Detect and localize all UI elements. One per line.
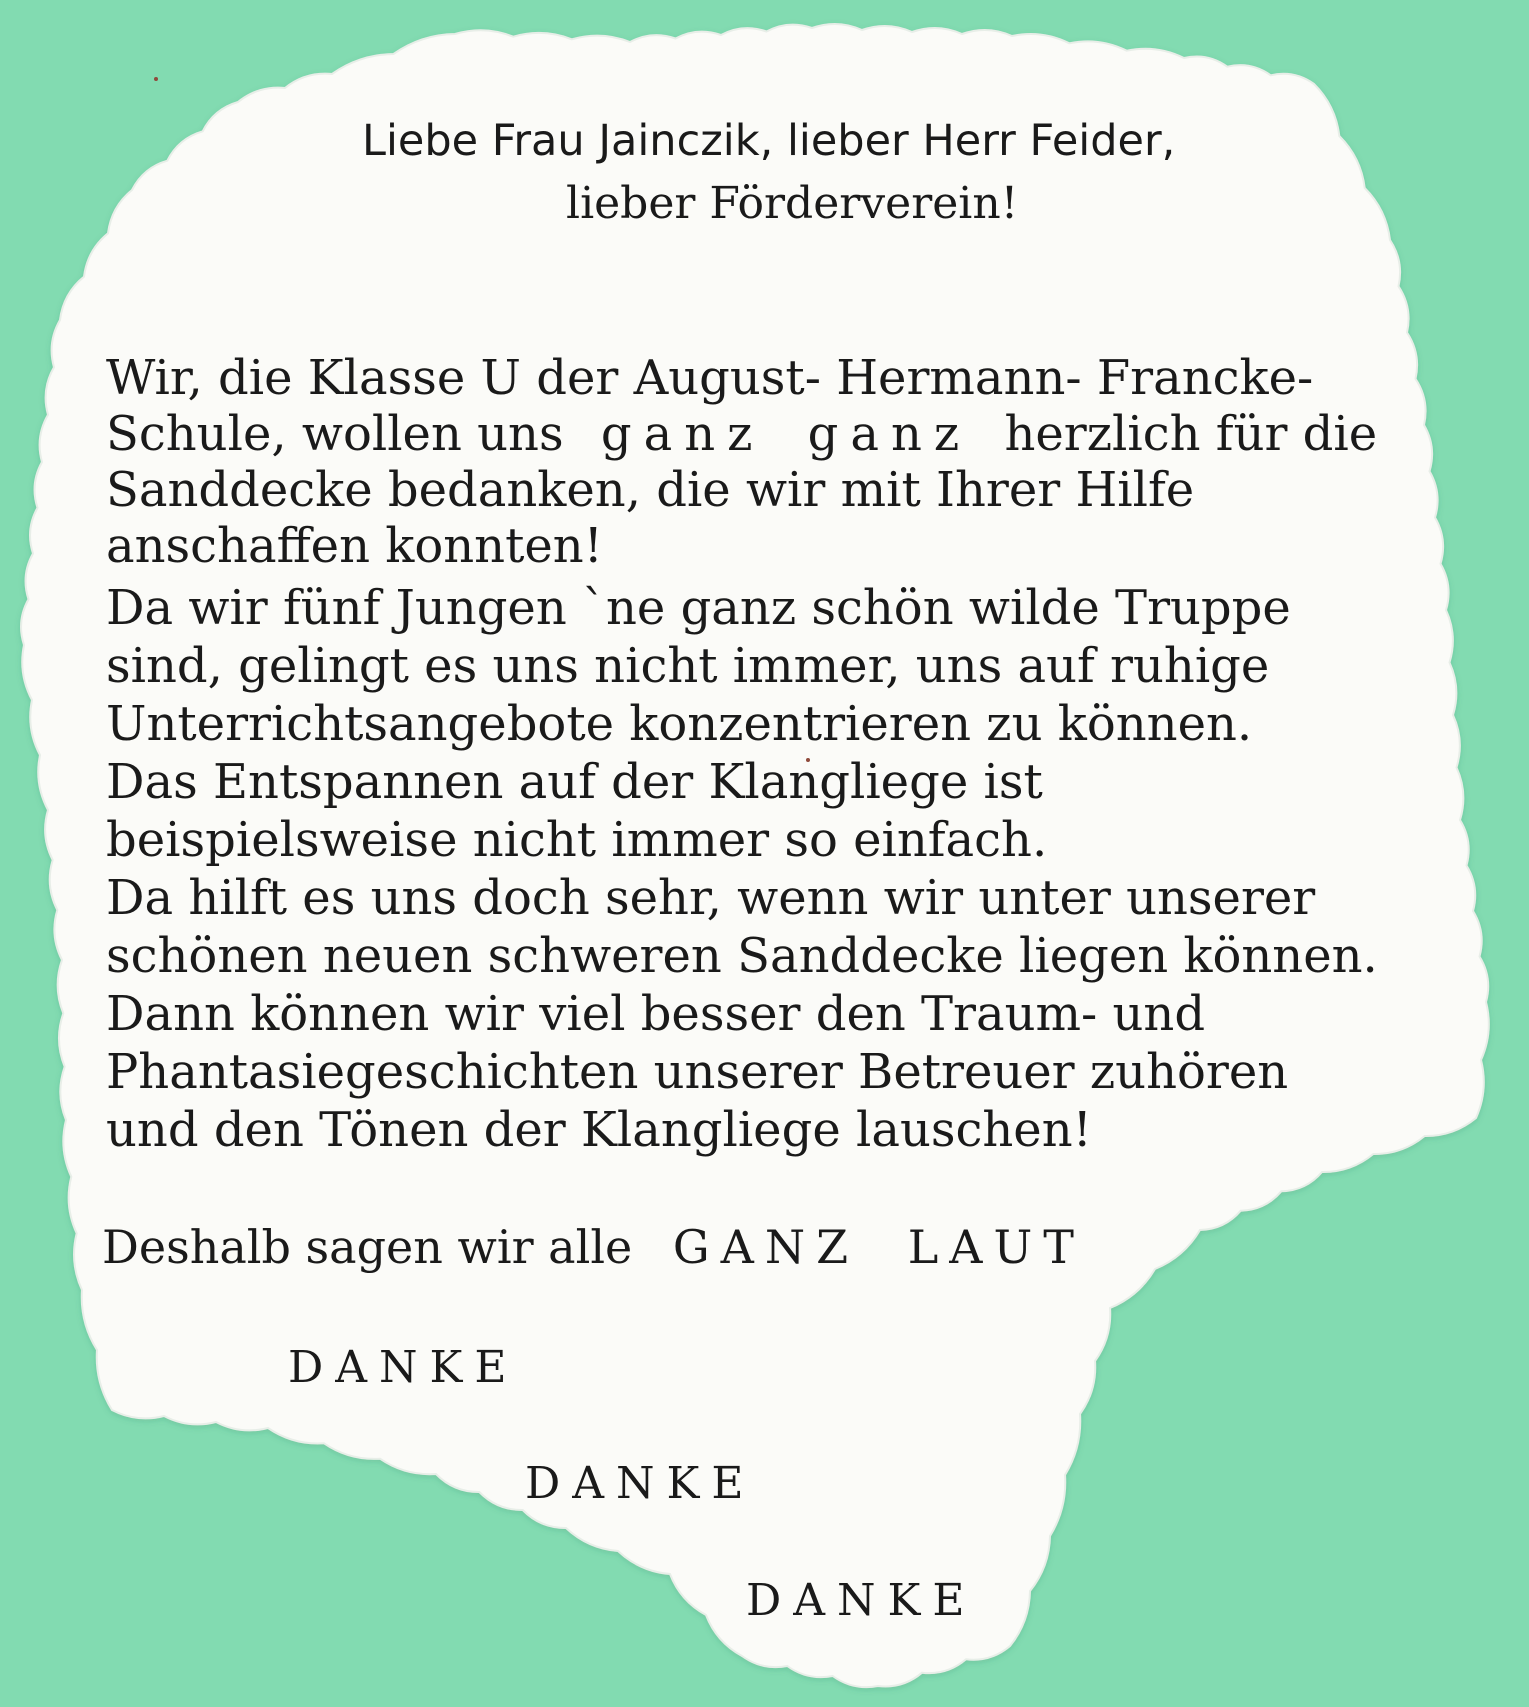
letter-line: und den Tönen der Klangliege lauschen! xyxy=(106,1102,1092,1158)
spaced-emphasis: GANZ xyxy=(672,1220,860,1274)
salutation-line: lieber Förderverein! xyxy=(566,178,1019,229)
letter-line: Phantasiegeschichten unserer Betreuer zuhören xyxy=(106,1044,1289,1100)
letter-line: Dann können wir viel besser den Traum- und xyxy=(106,986,1206,1042)
letter-line: Das Entspannen auf der Klangliege ist xyxy=(106,754,1043,810)
letter-line: Wir, die Klasse U der August- Hermann- Francke- xyxy=(106,350,1314,406)
danke-word: DANKE xyxy=(746,1575,977,1626)
letter-line: Da wir fünf Jungen `ne ganz schön wilde Truppe xyxy=(106,580,1291,636)
letter-line: anschaffen konnten! xyxy=(106,518,603,574)
danke-word: DANKE xyxy=(525,1458,756,1509)
letter-line: Unterrichtsangebote konzentrieren zu können. xyxy=(106,696,1253,752)
letter-line: schönen neuen schweren Sanddecke liegen können. xyxy=(106,928,1378,984)
text-segment: herzlich für die xyxy=(1004,406,1378,462)
letter-line: Sanddecke bedanken, die wir mit Ihrer Hilfe xyxy=(106,462,1195,518)
spaced-emphasis: ganz xyxy=(807,406,972,462)
danke-word: DANKE xyxy=(288,1342,519,1393)
letter-line xyxy=(106,406,1377,462)
letter-line: Da hilft es uns doch sehr, wenn wir unter unserer xyxy=(106,870,1316,926)
letter-line: sind, gelingt es uns nicht immer, uns auf ruhige xyxy=(106,638,1270,694)
text-segment: Schule, wollen uns xyxy=(106,406,564,462)
text-segment: Deshalb sagen wir alle xyxy=(102,1220,633,1274)
paper-speck xyxy=(154,77,158,81)
closing-line xyxy=(102,1220,1085,1274)
letter-line: beispielsweise nicht immer so einfach. xyxy=(106,812,1048,868)
spaced-emphasis: ganz xyxy=(600,406,765,462)
salutation-line: Liebe Frau Jainczik, lieber Herr Feider, xyxy=(362,116,1176,166)
spaced-emphasis: LAUT xyxy=(907,1220,1085,1274)
